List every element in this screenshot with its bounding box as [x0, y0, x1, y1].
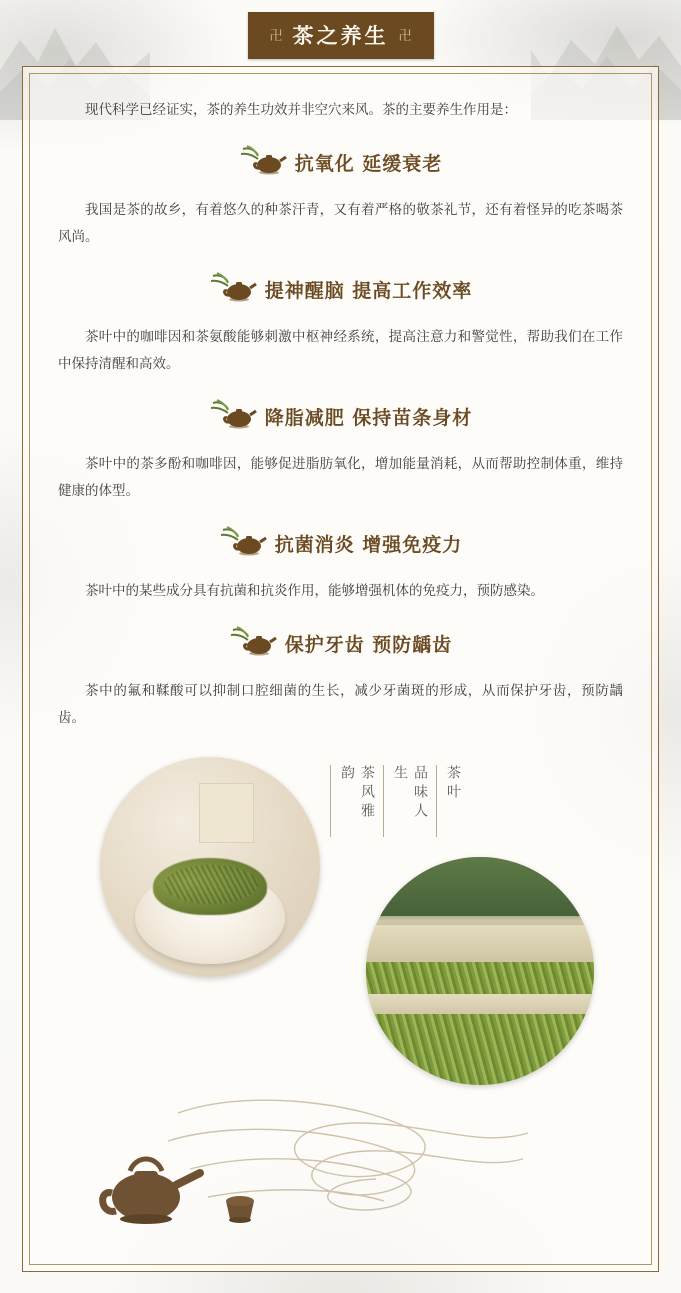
vertical-caption-2: 品味人生: [383, 765, 430, 837]
vertical-caption-3: 茶风雅韵: [330, 765, 377, 837]
section-title-5: 保护牙齿 预防龋齿: [284, 634, 453, 656]
banner-corner-right-icon: 卍: [398, 27, 412, 43]
teapot-icon: [209, 272, 257, 307]
section-heading-4: [58, 526, 623, 561]
section-heading-3: [58, 399, 623, 434]
media-gallery: [58, 757, 623, 1087]
photo-treeline-detail: [366, 857, 594, 916]
section-title-1: 抗氧化 延缓衰老: [294, 153, 443, 175]
banner-corner-left-icon: 卍: [269, 27, 283, 43]
vertical-caption-1: 茶叶: [436, 765, 463, 837]
teapot-icon: [229, 626, 277, 661]
section-title-3: 降脂减肥 保持苗条身材: [264, 407, 473, 429]
section-heading-5: [58, 626, 623, 661]
teapot-illustration: [103, 1159, 200, 1224]
section-title-4: 抗菌消炎 增强免疫力: [274, 534, 463, 556]
tea-drying-trays-photo: [366, 857, 594, 1085]
vertical-caption-group: [330, 765, 463, 837]
section-paragraph-4: 茶叶中的某些成分具有抗菌和抗炎作用，能够增强机体的免疫力，预防感染。: [85, 583, 544, 598]
photo-wall-frame-detail: [199, 783, 254, 842]
photo-tray-detail: [366, 925, 594, 961]
bottom-illustration: [58, 1093, 623, 1243]
content-card-inner: [29, 73, 652, 1265]
photo-tray-leaves-detail: [366, 962, 594, 998]
section-title-2: 提神醒脑 提高工作效率: [264, 280, 473, 302]
photo-tray-leaves-detail: [366, 1014, 594, 1085]
content-card: [22, 66, 659, 1272]
teapot-icon: [239, 145, 287, 180]
page-title-banner: [247, 12, 433, 59]
section-paragraph-1: 我国是茶的故乡，有着悠久的种茶汗青，又有着严格的敬茶礼节，还有着怪异的吃茶喝茶风尚。: [58, 202, 623, 244]
photo-tea-leaves-detail: [153, 858, 267, 915]
section-paragraph-5: 茶中的氟和鞣酸可以抑制口腔细菌的生长，减少牙菌斑的形成，从而保护牙齿，预防龋齿。: [58, 683, 623, 725]
section-heading-1: [58, 145, 623, 180]
teacup-illustration: [226, 1196, 254, 1223]
page-title: 茶之养生: [292, 23, 389, 48]
intro-paragraph: 现代科学已经证实，茶的养生功效并非空穴来风。茶的主要养生作用是：: [85, 102, 517, 117]
steam-swirl-icon: [168, 1100, 528, 1210]
photo-tray-detail: [366, 994, 594, 1017]
teapot-icon: [219, 526, 267, 561]
tea-leaves-plate-photo: [100, 757, 320, 977]
teapot-icon: [209, 399, 257, 434]
section-paragraph-3: 茶叶中的茶多酚和咖啡因，能够促进脂肪氧化，增加能量消耗，从而帮助控制体重，维持健康的体型。: [58, 456, 623, 498]
section-paragraph-2: 茶叶中的咖啡因和茶氨酸能够刺激中枢神经系统，提高注意力和警觉性，帮助我们在工作中保持清醒和高效。: [58, 329, 623, 371]
section-heading-2: [58, 272, 623, 307]
teapot-and-steam-illustration: [58, 1093, 618, 1243]
